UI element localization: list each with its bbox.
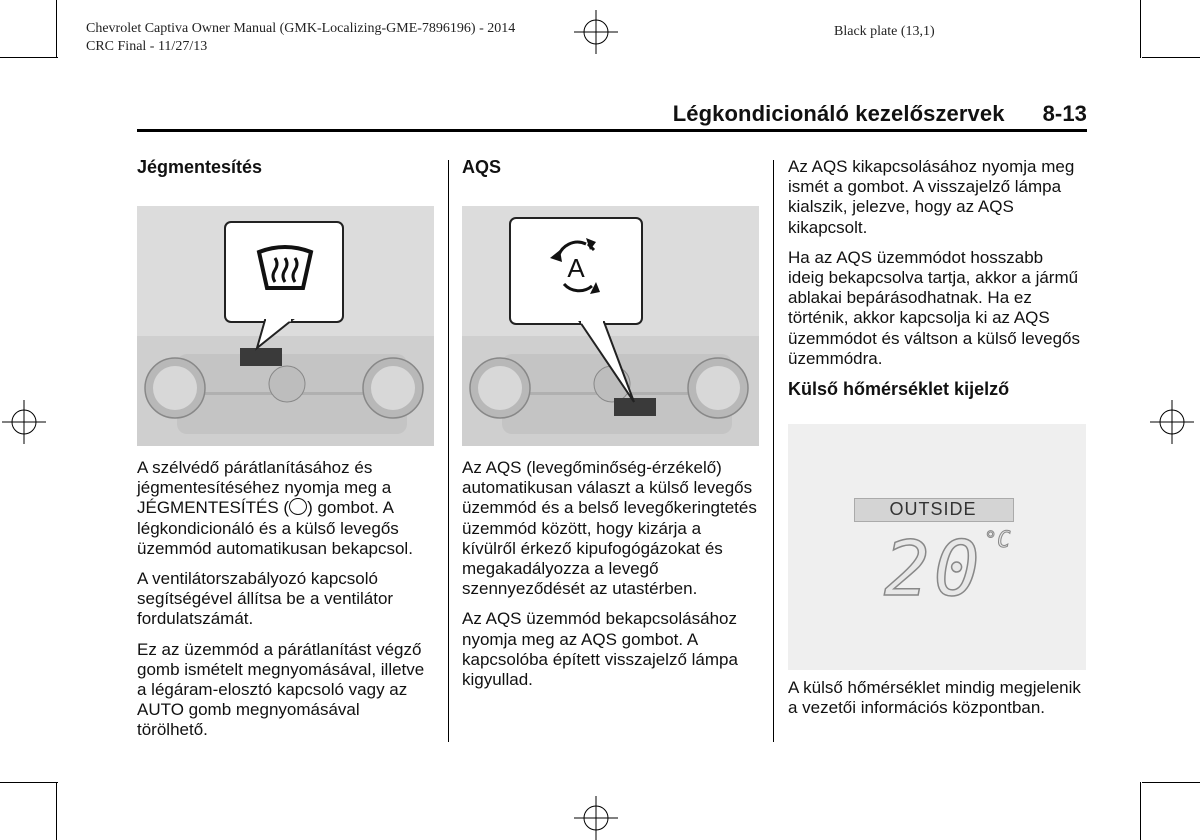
plate-label: Black plate (13,1) — [834, 24, 935, 39]
paragraph: Az AQS (levegőminőség-érzékelő) automatikusan választ a külső levegős üzemmód és a belső levegőkeringtetés üzemmód között, hogy kizárja a kívülről érkező kipufogógázokat és megakadályozza a levegő szennyeződését az utastérben. — [462, 458, 757, 599]
column-1-body — [137, 458, 432, 751]
paragraph — [137, 458, 432, 559]
paragraph-text: A szélvédő párátlanításához és jégmentesítéséhez nyomja meg a JÉGMENTESÍTÉS ( — [137, 458, 392, 518]
crop-mark — [0, 782, 58, 783]
header-rule — [137, 129, 1087, 132]
crop-mark — [1142, 57, 1200, 58]
heading-aqs: AQS — [462, 157, 502, 177]
crop-mark — [56, 782, 57, 840]
aqs-figure — [462, 206, 759, 446]
defrost-inline-icon — [289, 498, 307, 515]
print-header-status: CRC Final - 11/27/13 — [86, 39, 208, 54]
temperature-unit: °C — [984, 528, 1011, 553]
column-2 — [462, 157, 757, 177]
outside-label: OUTSIDE — [889, 499, 977, 519]
column-3 — [788, 157, 1083, 399]
registration-mark-icon — [572, 8, 620, 56]
temperature-value: 20 — [884, 524, 984, 613]
crop-mark — [1142, 782, 1200, 783]
print-header — [86, 20, 515, 56]
column-divider — [448, 160, 449, 742]
page-number: 8-13 — [1042, 101, 1087, 126]
section-title — [673, 101, 1087, 127]
aqs-icon — [546, 236, 606, 298]
registration-mark-icon — [572, 794, 620, 840]
paragraph: Az AQS kikapcsolásához nyomja meg ismét a gombot. A visszajelző lámpa kialszik, jelezve, hogy az AQS kikapcsolt. — [788, 157, 1075, 237]
crop-mark — [1140, 782, 1141, 840]
paragraph: A külső hőmérséklet mindig megjelenik a vezetői információs központban. — [788, 678, 1081, 718]
crop-mark — [1140, 0, 1141, 58]
registration-mark-icon — [1148, 398, 1196, 446]
outside-temp-figure — [788, 424, 1086, 670]
heading-defrost: Jégmentesítés — [137, 157, 263, 177]
crop-mark — [0, 57, 58, 58]
paragraph: Ha az AQS üzemmódot hosszabb ideig bekapcsolva tartja, akkor a jármű ablakai bepárásodhatnak. Ha ez történik, akkor kapcsolja ki az AQS üzemmódot és váltson a külső levegős üzemmódra. — [788, 247, 1080, 368]
column-divider — [773, 160, 774, 742]
column-1 — [137, 157, 432, 177]
registration-mark-icon — [0, 398, 48, 446]
paragraph: A ventilátorszabályozó kapcsoló segítségével állítsa be a ventilátor fordulatszámát. — [137, 569, 394, 629]
svg-text:A: A — [567, 253, 585, 283]
column-2-body — [462, 458, 757, 700]
windshield-defrost-icon — [253, 244, 317, 292]
print-header-title: Chevrolet Captiva Owner Manual (GMK-Localizing-GME-7896196) - 2014 — [86, 21, 516, 36]
section-title-text: Légkondicionáló kezelőszervek — [672, 101, 1005, 126]
column-3-body — [788, 678, 1083, 728]
paragraph: Ez az üzemmód a párátlanítást végző gomb ismételt megnyomásával, illetve a légáram-elosztó kapcsoló vagy az AUTO gomb megnyomásával törölhető. — [137, 639, 425, 740]
heading-outside-temp: Külső hőmérséklet kijelző — [788, 379, 1010, 400]
defrost-figure — [137, 206, 434, 446]
paragraph-text: ) gombot. A légkondicionáló és a külső levegős üzemmód automatikusan bekapcsol. — [137, 498, 413, 558]
crop-mark — [56, 0, 57, 58]
paragraph: Az AQS üzemmód bekapcsolásához nyomja meg az AQS gombot. A kapcsolóba épített visszajelző lámpa kigyullad. — [462, 609, 738, 690]
